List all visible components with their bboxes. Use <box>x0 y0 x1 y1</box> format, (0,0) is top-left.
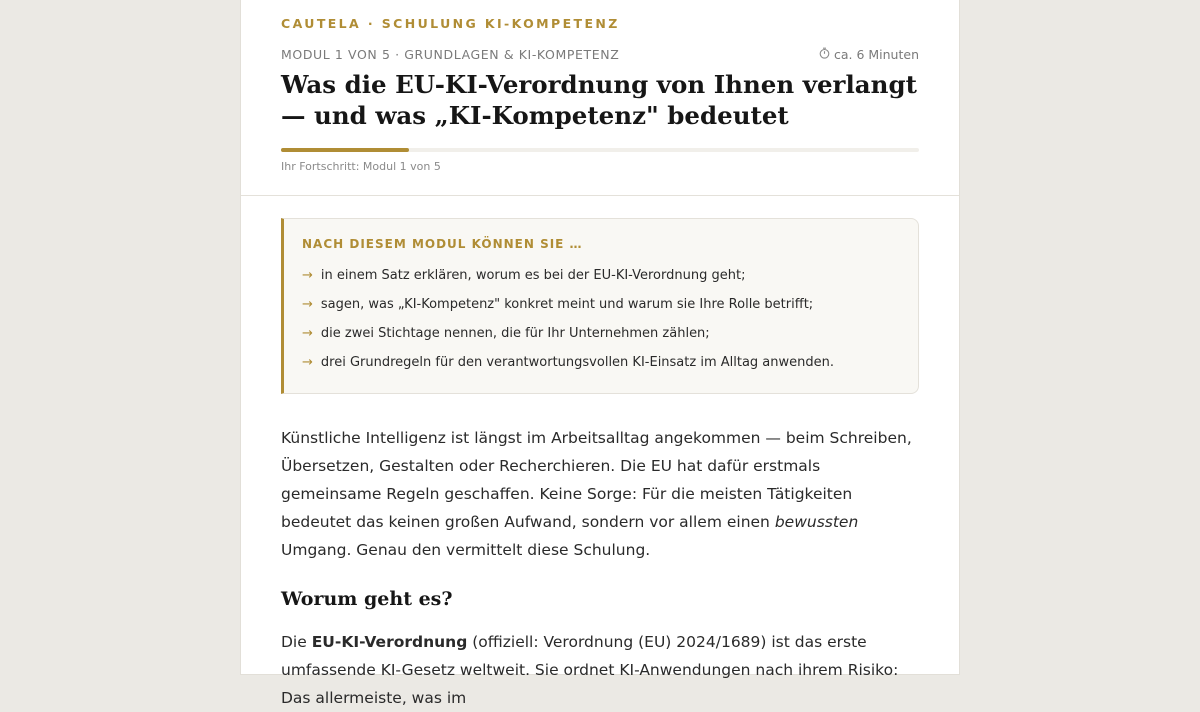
learning-goal-text: drei Grundregeln für den verantwortungsvollen KI-Einsatz im Alltag anwenden. <box>320 355 834 370</box>
section-text-start: Die <box>281 633 312 651</box>
arrow-right-icon: → <box>302 268 313 283</box>
progress-bar <box>281 148 919 152</box>
section-heading: Worum geht es? <box>281 588 453 610</box>
intro-paragraph <box>281 424 921 564</box>
arrow-right-icon: → <box>302 355 313 370</box>
arrow-right-icon: → <box>302 297 313 312</box>
learning-goals-list <box>302 268 834 384</box>
module-page <box>241 0 959 707</box>
section-text: (offiziell: Verordnung (EU) 2024/1689) ist das erste umfassende KI-Gesetz weltweit. Sie ordnet KI-Anwendungen nach ihrem Risiko: Das allermeiste, was im <box>281 633 899 707</box>
learning-goal-text: die zwei Stichtage nennen, die für Ihr Unternehmen zählen; <box>320 326 710 341</box>
arrow-right-icon: → <box>302 326 313 341</box>
learning-goal-text: sagen, was „KI-Kompetenz" konkret meint und warum sie Ihre Rolle betrifft; <box>320 297 814 312</box>
progress-bar-fill <box>281 148 409 152</box>
learning-goal-item <box>302 297 834 326</box>
intro-text-end: Umgang. Genau den vermittelt diese Schulung. <box>281 541 651 559</box>
learning-goal-item <box>302 326 834 355</box>
learning-goal-text: in einem Satz erklären, worum es bei der EU-KI-Verordnung geht; <box>320 268 746 283</box>
learning-goal-item <box>302 268 834 297</box>
section-paragraph <box>281 628 921 712</box>
reading-duration <box>819 47 919 62</box>
module-indicator: MODUL 1 VON 5 · GRUNDLAGEN & KI-KOMPETENZ <box>281 47 620 62</box>
section-strong: EU-KI-Verordnung <box>311 633 468 651</box>
learning-goal-item <box>302 355 834 384</box>
module-header <box>241 0 959 196</box>
intro-emphasis: bewussten <box>774 513 859 531</box>
stopwatch-icon <box>819 47 830 62</box>
brand-line: CAUTELA · SCHULUNG KI-KOMPETENZ <box>281 16 620 31</box>
progress-label: Ihr Fortschritt: Modul 1 von 5 <box>281 160 441 173</box>
intro-text: Künstliche Intelligenz ist längst im Arbeitsalltag angekommen — beim Schreiben, Übersetzen, Gestalten oder Recherchieren. Die EU hat dafür erstmals gemeinsame Regeln geschaffen. Keine Sorge: Für die meisten Tätigkeiten bedeutet das keinen großen Aufwand, sondern vor allem einen <box>281 429 912 531</box>
page-title: Was die EU-KI-Verordnung von Ihnen verlangt — und was „KI-Kompetenz" bedeutet <box>281 70 917 130</box>
learning-goals-box <box>281 218 919 394</box>
learning-goals-title: NACH DIESEM MODUL KÖNNEN SIE … <box>302 237 583 251</box>
duration-text: ca. 6 Minuten <box>833 47 919 62</box>
